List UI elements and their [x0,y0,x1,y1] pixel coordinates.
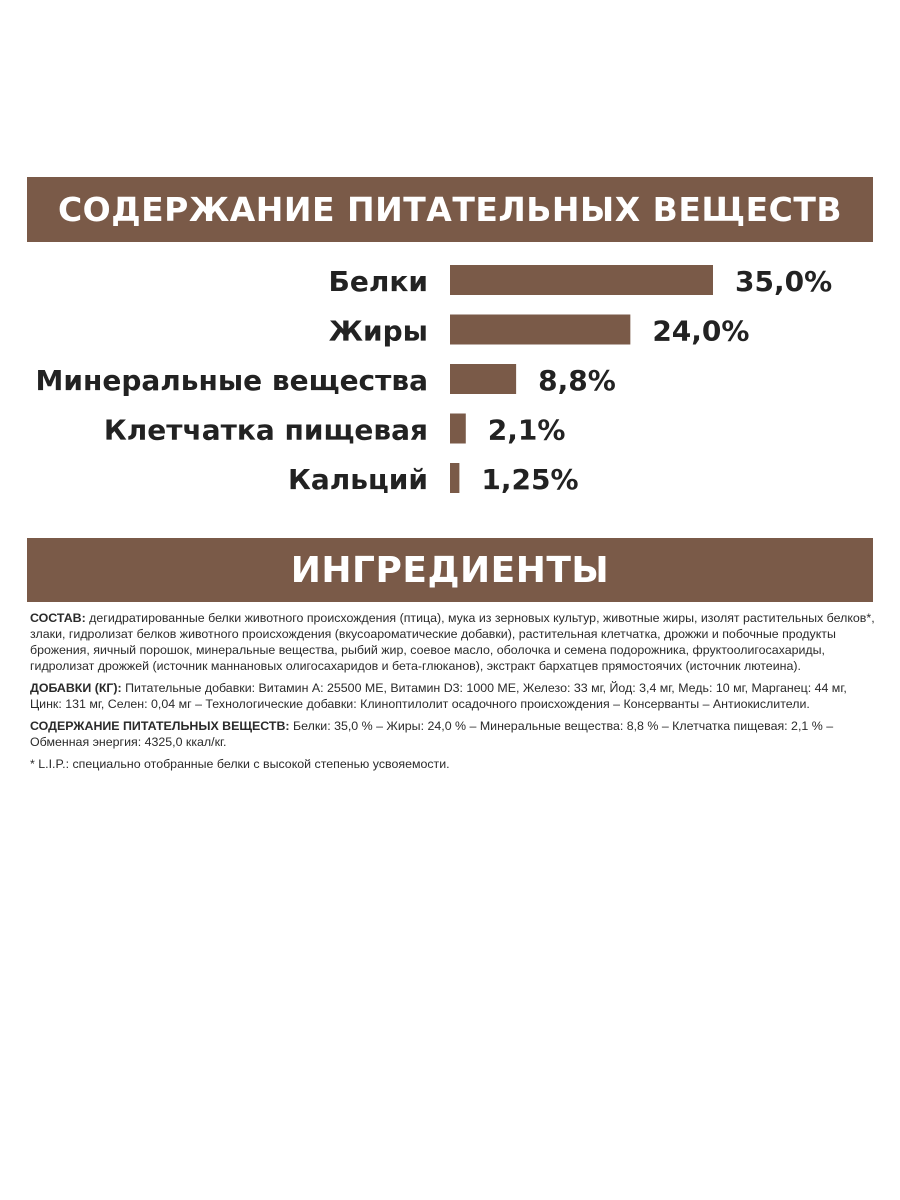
footnote: * L.I.P.: специально отобранные белки с высокой степенью усвояемости. [30,757,450,771]
value-label: 8,8% [538,364,616,397]
bar [450,364,516,394]
nutrients-title: СОДЕРЖАНИЕ ПИТАТЕЛЬНЫХ ВЕЩЕСТВ [57,190,843,229]
composition-label: СОСТАВ: [30,611,86,625]
value-label: 24,0% [652,314,750,348]
nutrients-paragraph [30,718,875,750]
nutrients-banner [27,177,873,242]
value-label: 2,1% [487,413,566,447]
ingredients-title: ИНГРЕДИЕНТЫ [290,549,610,591]
nutrients-text: Белки: 35,0 % – Жиры: 24,0 % – Минеральные вещества: 8,8 % – Клетчатка пищевая: 2,1 % – Обменная энергия: 4325,0 ккал/кг. [30,719,834,749]
bar [450,315,630,345]
category-label: Белки [328,265,428,298]
additives-text: Питательные добавки: Витамин А: 25500 МЕ, Витамин D3: 1000 МЕ, Железо: 33 мг, Йод: 3,4 мг, Медь: 10 мг, Марганец: 44 мг, Цинк: 131 мг, Селен: 0,04 мг – Технологические добавки: Клиноптилолит осадочного происхождения – Консерванты – Антиокислители. [30,681,847,711]
composition-paragraph [30,610,875,674]
category-label: Минеральные вещества [35,364,428,397]
category-label: Клетчатка пищевая [103,413,428,447]
ingredients-text-block [30,610,875,778]
category-label: Кальций [288,463,428,496]
bar [450,414,466,444]
ingredients-banner [27,538,873,602]
additives-label: ДОБАВКИ (КГ): [30,681,122,695]
bar [450,463,459,493]
value-label: 35,0% [735,265,833,298]
composition-text: дегидратированные белки животного происхождения (птица), мука из зерновых культур, животные жиры, изолят растительных белков*, злаки, гидролизат белков животного происхождения (вкусоароматические добавки), растительная клетчатка, дрожжи и побочные продукты брожения, яичный порошок, минеральные вещества, рыбий жир, соевое масло, оболочка и семена подорожника, фруктоолигосахариды, гидролизат дрожжей (источник маннановых олигосахаридов и бета-глюканов), экстракт бархатцев прямостоячих (источник лютеина). [30,611,875,673]
category-label: Жиры [328,314,428,348]
value-label: 1,25% [481,463,579,496]
nutrients-label: СОДЕРЖАНИЕ ПИТАТЕЛЬНЫХ ВЕЩЕСТВ: [30,719,290,733]
additives-paragraph [30,680,875,712]
nutrient-bar-chart [0,250,900,510]
bar [450,265,713,295]
